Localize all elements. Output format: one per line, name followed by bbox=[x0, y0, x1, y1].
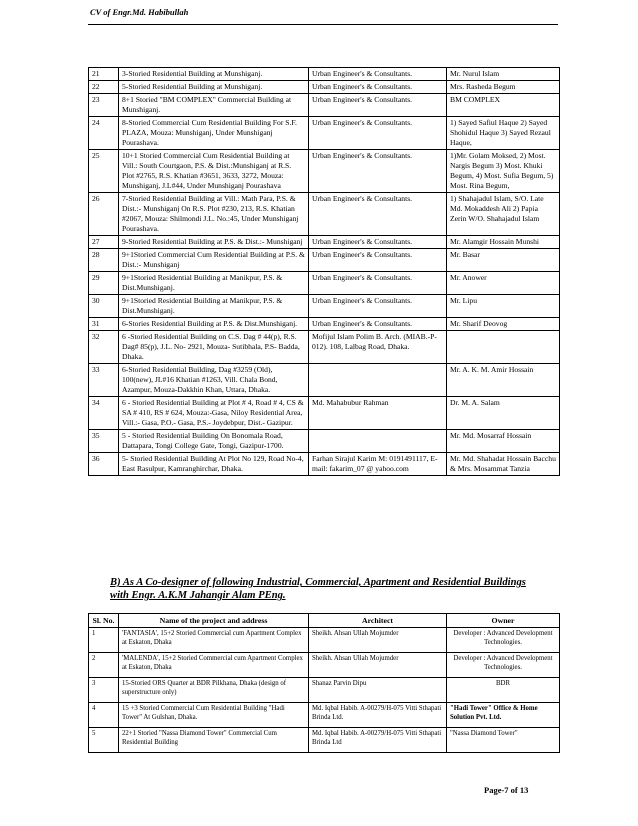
cell-project: 5-Storied Residential Building at Munshiganj. bbox=[119, 81, 309, 94]
cell-sl: 4 bbox=[89, 703, 119, 728]
cell-architect: Md. Iqbal Habib. A-00279/H-075 Vitti Sthapati Brinda Ltd. bbox=[309, 703, 447, 728]
table-row bbox=[89, 703, 560, 728]
cell-sl: 29 bbox=[89, 272, 119, 295]
cell-sl: 26 bbox=[89, 193, 119, 236]
cell-architect: Urban Engineer's & Consultants. bbox=[309, 249, 447, 272]
cell-sl: 34 bbox=[89, 397, 119, 430]
cell-name: 22+1 Storied "Nassa Diamond Tower" Commercial Cum Residential Building bbox=[119, 728, 309, 753]
cell-project: 9+1Storied Residential Building at Manikpur, P.S. & Dist.Munshiganj. bbox=[119, 272, 309, 295]
cell-project: 6 - Storied Residential Building at Plot # 4, Road # 4, CS & SA # 410, RS # 624, Mouza:-Gasa, Niloy Residential Area, Vill.:- Gasa, P.O.- Gasa, P.S.- Joydebpur, Dist.- Gazipur. bbox=[119, 397, 309, 430]
cell-owner: Developer : Advanced Development Technologies. bbox=[447, 653, 560, 678]
cell-sl: 36 bbox=[89, 453, 119, 476]
cell-project: 5 - Storied Residential Building On Bonomala Road, Dattapara, Tongi College Gate, Tongi, Gazipur-1700. bbox=[119, 430, 309, 453]
cell-owner: 1) Shahajadul Islam, S/O. Late Md. Mokaddesh Ali 2) Papia Zerin W/O. Shahajadul Islam bbox=[447, 193, 560, 236]
table-row bbox=[89, 430, 560, 453]
cell-project: 6-Storied Residential Building, Dag #3259 (Old), 100(new), JL#16 Khatian #1263, Vill. Chala Bond, Azampur, Mouza-Dakkhin Khan, Uttara, Dhaka. bbox=[119, 364, 309, 397]
table-row bbox=[89, 728, 560, 753]
table-row bbox=[89, 295, 560, 318]
table-row bbox=[89, 193, 560, 236]
cell-owner: BM COMPLEX bbox=[447, 94, 560, 117]
cell-architect: Urban Engineer's & Consultants. bbox=[309, 236, 447, 249]
table-row bbox=[89, 150, 560, 193]
cell-architect: Sheikh. Ahsan Ullah Mojumder bbox=[309, 653, 447, 678]
cell-project: 9-Storied Residential Building at P.S. & Dist.:- Munshiganj bbox=[119, 236, 309, 249]
cell-owner: Mrs. Rasheda Begum bbox=[447, 81, 560, 94]
cell-owner: 1) Sayed Safiul Haque 2) Sayed Shohidul Haque 3) Sayed Rezaul Haque, bbox=[447, 117, 560, 150]
cell-owner: Mr. Nurul Islam bbox=[447, 68, 560, 81]
cell-sl: 1 bbox=[89, 628, 119, 653]
cell-owner: "Nassa Diamond Tower" bbox=[447, 728, 560, 753]
cell-architect: Urban Engineer's & Consultants. bbox=[309, 94, 447, 117]
table-row bbox=[89, 318, 560, 331]
cell-project: 7-Storied Residential Building at Vill.: Math Para, P.S. & Dist.:- Munshiganj On R.S. Plot #230, 213, R.S. Khatian #2067, Mouza: Shilmondi J.L. No.:45, Under Munshiganj Pourashava. bbox=[119, 193, 309, 236]
cell-owner: Mr. Md. Mosarraf Hossain bbox=[447, 430, 560, 453]
cell-architect: Md. Iqbal Habib. A-00279/H-075 Vitti Sthapati Brinda Ltd bbox=[309, 728, 447, 753]
cell-sl: 22 bbox=[89, 81, 119, 94]
cell-sl: 24 bbox=[89, 117, 119, 150]
table-row bbox=[89, 272, 560, 295]
page-header: CV of Engr.Md. Habibullah bbox=[90, 7, 189, 17]
cell-owner: Dr. M. A. Salam bbox=[447, 397, 560, 430]
cell-architect: Urban Engineer's & Consultants. bbox=[309, 117, 447, 150]
header-architect: Architect bbox=[309, 614, 447, 628]
cell-architect: Sheikh. Ahsan Ullah Mojumder bbox=[309, 628, 447, 653]
table-row bbox=[89, 678, 560, 703]
cell-owner: Developer : Advanced Development Technologies. bbox=[447, 628, 560, 653]
cell-sl: 31 bbox=[89, 318, 119, 331]
table-row bbox=[89, 236, 560, 249]
cell-project: 10+1 Storied Commercial Cum Residential Building at Vill.: South Courtgaon, P.S. & Dist.:Munshiganj at R.S. Plot #2765, R.S. Khatian #3651, 3633, 3272, Mouza: Munshiganj, J.L#44, Under Munshiganj Pourashava bbox=[119, 150, 309, 193]
cell-project: 8+1 Storied "BM COMPLEX" Commercial Building at Munshiganj. bbox=[119, 94, 309, 117]
header-rule bbox=[88, 24, 558, 25]
cell-architect: Urban Engineer's & Consultants. bbox=[309, 150, 447, 193]
section-heading: B) As A Co-designer of following Industrial, Commercial, Apartment and Residential Buildings with Engr. A.K.M Jahangir Alam PEng. bbox=[110, 577, 526, 601]
cell-owner: Mr. Anower bbox=[447, 272, 560, 295]
cell-architect: Urban Engineer's & Consultants. bbox=[309, 318, 447, 331]
cell-architect: Shanaz Parvin Dipu bbox=[309, 678, 447, 703]
header-sl: Sl. No. bbox=[89, 614, 119, 628]
cell-architect: Farhan Sirajul Karim M: 0191491117, E-mail: fakarim_07 @ yahoo.com bbox=[309, 453, 447, 476]
page-number: Page-7 of 13 bbox=[484, 785, 529, 795]
cell-sl: 28 bbox=[89, 249, 119, 272]
cell-sl: 35 bbox=[89, 430, 119, 453]
co-designer-table bbox=[88, 613, 560, 753]
cell-project: 6-Stories Residential Building at P.S. & Dist.Munshiganj. bbox=[119, 318, 309, 331]
header-owner: Owner bbox=[447, 614, 560, 628]
cell-owner: Mr. Basar bbox=[447, 249, 560, 272]
table-row bbox=[89, 331, 560, 364]
table-row bbox=[89, 453, 560, 476]
cell-architect: Urban Engineer's & Consultants. bbox=[309, 295, 447, 318]
table-row bbox=[89, 628, 560, 653]
cell-owner: Mr. Md. Shahadat Hossain Bacchu & Mrs. Mosammat Tanzia bbox=[447, 453, 560, 476]
cell-project: 6 -Storied Residential Building on C.S. Dag # 44(p), R.S. Dag# 85(p), J.L. No- 2921, Mouza- Sutibhala, P.S- Badda, Dhaka. bbox=[119, 331, 309, 364]
cell-owner: Mr. A. K. M. Amir Hossain bbox=[447, 364, 560, 397]
cell-name: 15-Storied ORS Quarter at BDR Pilkhana, Dhaka (design of superstructure only) bbox=[119, 678, 309, 703]
cell-sl: 32 bbox=[89, 331, 119, 364]
table-row bbox=[89, 117, 560, 150]
table-row bbox=[89, 68, 560, 81]
cell-owner: BDR bbox=[447, 678, 560, 703]
cell-sl: 30 bbox=[89, 295, 119, 318]
table-row bbox=[89, 81, 560, 94]
table-row bbox=[89, 364, 560, 397]
table-row bbox=[89, 653, 560, 678]
cell-owner: "Hadi Tower" Office & Home Solution Pvt. Ltd. bbox=[447, 703, 560, 728]
cell-architect: Urban Engineer's & Consultants. bbox=[309, 68, 447, 81]
table-row bbox=[89, 249, 560, 272]
table-header-row bbox=[89, 614, 560, 628]
cell-owner: Mr. Sharif Deovog bbox=[447, 318, 560, 331]
cell-architect: Urban Engineer's & Consultants. bbox=[309, 193, 447, 236]
cell-sl: 5 bbox=[89, 728, 119, 753]
cell-sl: 27 bbox=[89, 236, 119, 249]
header-name: Name of the project and address bbox=[119, 614, 309, 628]
table-row bbox=[89, 94, 560, 117]
cell-project: 5- Storied Residential Building At Plot No 129, Road No-4, East Rasulpur, Kamranghirchar, Dhaka. bbox=[119, 453, 309, 476]
cell-architect: Mofijul Islam Polim B. Arch. (MIAB.-P-012). 108, Lalbag Road, Dhaka. bbox=[309, 331, 447, 364]
cell-owner: Mr. Lipu bbox=[447, 295, 560, 318]
cell-sl: 25 bbox=[89, 150, 119, 193]
cell-name: 'MALENDA', 15+2 Storied Commercial cum Apartment Complex at Eskaton, Dhaka bbox=[119, 653, 309, 678]
cell-architect: Md. Mahabubur Rahman bbox=[309, 397, 447, 430]
cell-sl: 23 bbox=[89, 94, 119, 117]
cell-sl: 33 bbox=[89, 364, 119, 397]
table-row bbox=[89, 397, 560, 430]
cell-name: 'FANTASIA', 15+2 Storied Commercial cum Apartment Complex at Eskaton, Dhaka bbox=[119, 628, 309, 653]
cell-owner bbox=[447, 331, 560, 364]
projects-table bbox=[88, 67, 560, 476]
cell-sl: 21 bbox=[89, 68, 119, 81]
cell-project: 9+1Storied Residential Building at Manikpur, P.S. & Dist.Munshiganj. bbox=[119, 295, 309, 318]
cell-project: 9+1Storied Commercial Cum Residential Building at P.S. & Dist.:- Munshiganj bbox=[119, 249, 309, 272]
cell-sl: 3 bbox=[89, 678, 119, 703]
cell-project: 3-Storied Residential Building at Munshiganj. bbox=[119, 68, 309, 81]
cell-sl: 2 bbox=[89, 653, 119, 678]
cell-owner: 1)Mr. Golam Moksed, 2) Most. Nargis Begum 3) Most. Khuki Begum, 4) Most. Sufia Begum, 5) Most. Rina Begum, bbox=[447, 150, 560, 193]
cell-architect: Urban Engineer's & Consultants. bbox=[309, 272, 447, 295]
cell-name: 15 +3 Storied Commercial Cum Residential Building "Hadi Tower" At Gulshan, Dhaka. bbox=[119, 703, 309, 728]
cell-architect bbox=[309, 430, 447, 453]
cell-architect bbox=[309, 364, 447, 397]
cell-architect: Urban Engineer's & Consultants. bbox=[309, 81, 447, 94]
cell-project: 8-Storied Commercial Cum Residential Building For S.F. PLAZA, Mouza: Munshiganj, Under Munshiganj Pourashava. bbox=[119, 117, 309, 150]
cell-owner: Mr. Alamgir Hossain Munshi bbox=[447, 236, 560, 249]
